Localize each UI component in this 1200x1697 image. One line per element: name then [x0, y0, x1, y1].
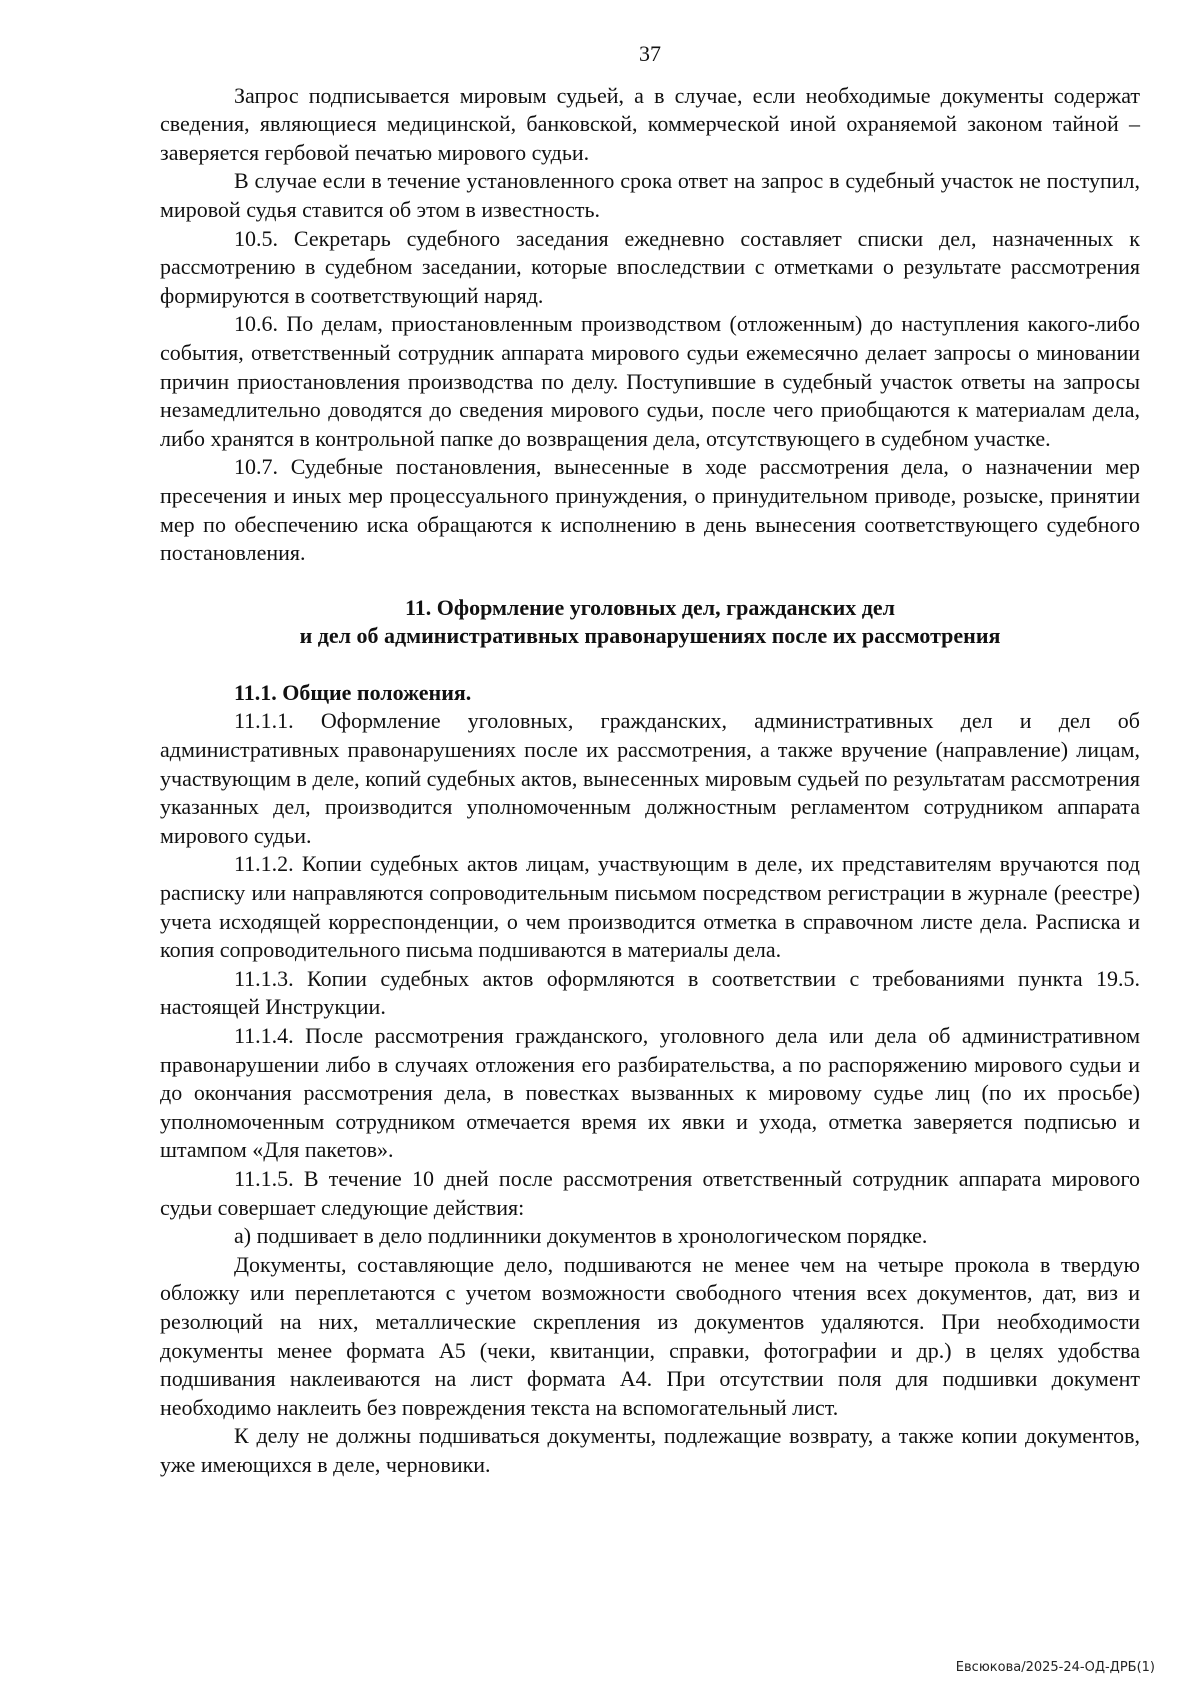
- paragraph: 11.1.3. Копии судебных актов оформляются в соответствии с требованиями пункта 19.5. настоящей Инструкции.: [160, 965, 1140, 1020]
- subsection-heading: 11.1. Общие положения.: [234, 679, 472, 705]
- paragraph: 11.1.2. Копии судебных актов лицам, участвующим в деле, их представителям вручаются под расписку или направляются сопроводительным письмом посредством регистрации в журнале (реестре) учета исходящей корреспонденции, о чем производится отметка в справочном листе дела. Расписка и копия сопроводительного письма подшиваются в материалы дела.: [160, 851, 1140, 963]
- paragraph: 11.1.5. В течение 10 дней после рассмотрения ответственный сотрудник аппарата мирового судьи совершает следующие действия:: [160, 1165, 1140, 1220]
- footer-document-code: Евсюкова/2025-24-ОД-ДРБ(1): [955, 1660, 1155, 1675]
- paragraph: В случае если в течение установленного срока ответ на запрос в судебный участок не поступил, мировой судья ставится об этом в известность.: [160, 168, 1140, 222]
- section-heading-line-2: и дел об административных правонарушениях после их рассмотрения: [299, 623, 1001, 649]
- paragraph: Документы, составляющие дело, подшиваются не менее чем на четыре прокола в твердую обложку или переплетаются с учетом возможности свободного чтения всех документов, дат, виз и резолюций на них, металлические скрепления из документов удаляются. При необходимости документы менее формата А5 (чеки, квитанции, справки, фотографии и др.) в целях удобства подшивания наклеиваются на лист формата А4. При отсутствии поля для подшивки документ необходимо наклеить без повреждения текста на вспомогательный лист.: [160, 1251, 1140, 1420]
- list-item: а) подшивает в дело подлинники документов в хронологическом порядке.: [234, 1223, 928, 1249]
- paragraph: 11.1.1. Оформление уголовных, гражданских, административных дел и дел об административных правонарушениях после их рассмотрения, а также вручение (направление) лицам, участвующим в деле, копий судебных актов, вынесенных мировым судьей по результатам рассмотрения указанных дел, производится уполномоченным должностным регламентом сотрудником аппарата мирового судьи.: [160, 708, 1140, 848]
- page-number: 37: [639, 41, 661, 66]
- paragraph: 10.5. Секретарь судебного заседания ежедневно составляет списки дел, назначенных к рассмотрению в судебном заседании, которые впоследствии с отметками о результате рассмотрения формируются в соответствующий наряд.: [160, 225, 1140, 308]
- section-heading: [160, 594, 1140, 651]
- paragraph: 10.7. Судебные постановления, вынесенные в ходе рассмотрения дела, о назначении мер пресечения и иных мер процессуального принуждения, о принудительном приводе, розыске, принятии мер по обеспечению иска обращаются к исполнению в день вынесения соответствующего судебного постановления.: [160, 454, 1140, 566]
- paragraph: 10.6. По делам, приостановленным производством (отложенным) до наступления какого-либо события, ответственный сотрудник аппарата мирового судьи ежемесячно делает запросы о миновании причин приостановления производства по делу. Поступившие в судебный участок ответы на запросы незамедлительно доводятся до сведения мирового судьи, после чего приобщаются к материалам дела, либо хранятся в контрольной папке до возвращения дела, отсутствующего в судебном участке.: [160, 311, 1140, 451]
- paragraph: Запрос подписывается мировым судьей, а в случае, если необходимые документы содержат сведения, являющиеся медицинской, банковской, коммерческой иной охраняемой законом тайной – заверяется гербовой печатью мирового судьи.: [160, 82, 1140, 165]
- section-heading-line-1: 11. Оформление уголовных дел, гражданских дел: [405, 594, 895, 620]
- paragraph: 11.1.4. После рассмотрения гражданского, уголовного дела или дела об административном правонарушении либо в случаях отложения его разбирательства, а по распоряжению мирового судьи и до окончания рассмотрения дела, в повестках вызванных к мировому судье лиц (по их просьбе) уполномоченным сотрудником отмечается время их явки и ухода, отметка заверяется подписью и штампом «Для пакетов».: [160, 1023, 1140, 1163]
- paragraph: К делу не должны подшиваться документы, подлежащие возврату, а также копии документов, уже имеющихся в деле, черновики.: [160, 1423, 1140, 1477]
- document-page: [160, 40, 1140, 1480]
